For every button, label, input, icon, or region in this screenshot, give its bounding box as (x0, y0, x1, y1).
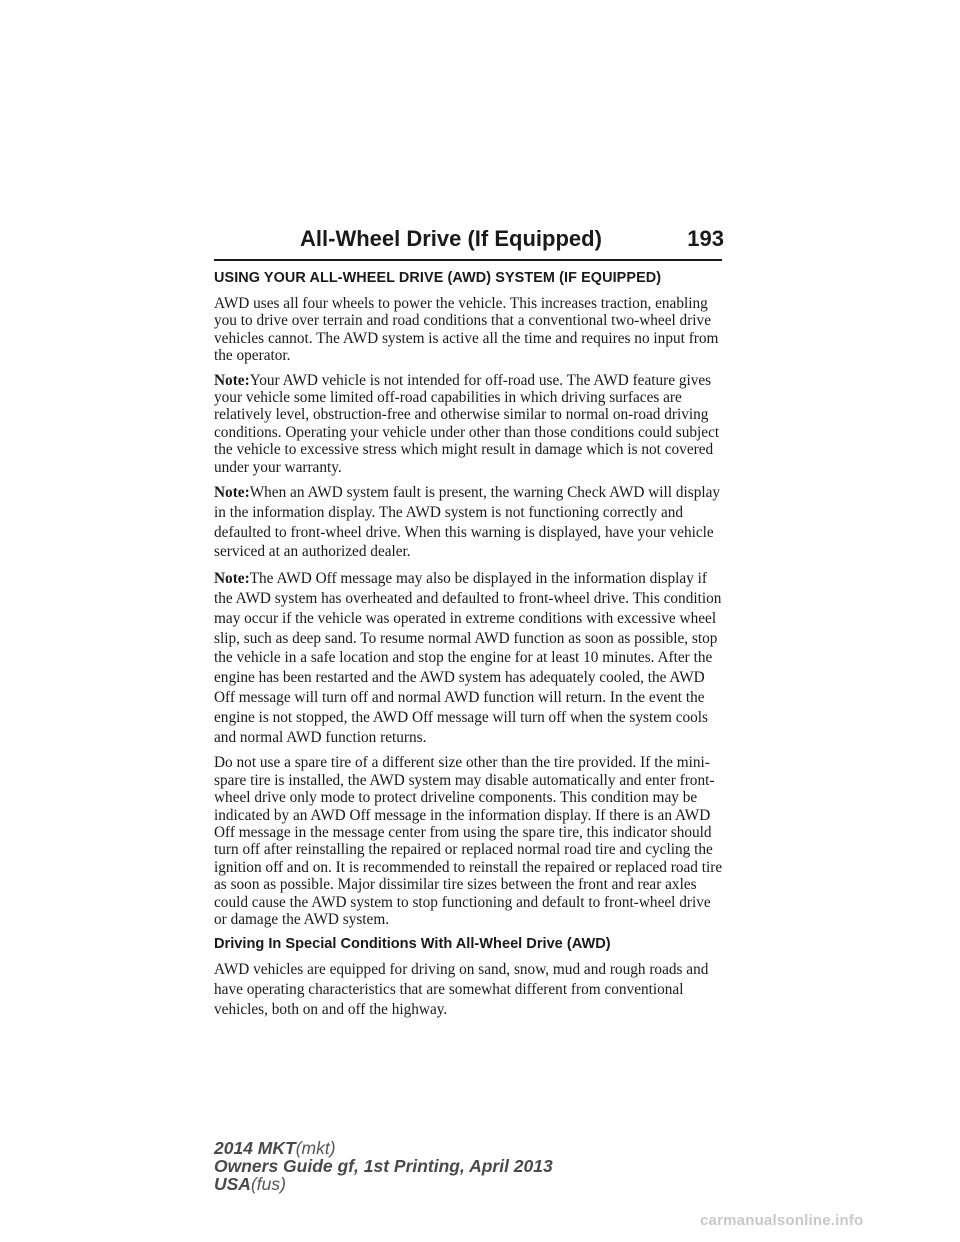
footer-market-code: (fus) (250, 1174, 286, 1194)
note-text: When an AWD system fault is present, the warning Check AWD will display in the information display. The AWD system is not functioning correctly and defaulted to front-wheel drive. When this warning is displayed, have your vehicle serviced at an authorized dealer. (214, 484, 721, 561)
running-head (300, 226, 724, 252)
header-rule (214, 259, 722, 261)
footer-market: USA (214, 1174, 251, 1194)
chapter-title: All-Wheel Drive (If Equipped) (300, 226, 602, 251)
subsection-heading: Driving In Special Conditions With All-Wheel Drive (AWD) (214, 936, 611, 953)
subsection-paragraph: AWD vehicles are equipped for driving on sand, snow, mud and rough roads and have operating characteristics that are somewhat different from conventional vehicles, both on and off the highway. (214, 961, 709, 1019)
page-number: 193 (687, 226, 724, 251)
note-fault (214, 483, 724, 562)
page-content (214, 267, 724, 1027)
note-text: The AWD Off message may also be displayed in the information display if the AWD system has overheated and defaulted to front-wheel drive. This condition may occur if the vehicle was operated in extreme conditions with excessive wheel slip, such as deep sand. To resume normal AWD function as soon as possible, stop the vehicle in a safe location and stop the engine for at least 10 minutes. After the engine has been restarted and the AWD system has adequately cooled, the AWD Off message will turn off and normal AWD function will return. In the event the engine is not stopped, the AWD Off message will turn off when the system cools and normal AWD function returns. (214, 570, 722, 746)
note-text: Your AWD vehicle is not intended for off-road use. The AWD feature gives your vehicle some limited off-road capabilities in which driving surfaces are relatively level, obstruction-free and otherwise similar to normal on-road driving conditions. Operating your vehicle under other than those conditions could subject the vehicle to excessive stress which might result in damage which is not covered under your warranty. (214, 371, 720, 476)
footer-line-market (214, 1175, 553, 1193)
intro-paragraph: AWD uses all four wheels to power the vehicle. This increases traction, enabling you to drive over terrain and road conditions that a conventional two-wheel drive vehicles cannot. The AWD system is active all the time and requires no input from the operator. (214, 295, 719, 365)
footer-model: 2014 MKT (214, 1138, 296, 1158)
section-heading: USING YOUR ALL-WHEEL DRIVE (AWD) SYSTEM (IF EQUIPPED) (214, 270, 662, 286)
watermark-text: carmanualsonline.info (700, 1212, 864, 1229)
footer-line-model (214, 1139, 553, 1157)
note-label: Note: (214, 484, 250, 502)
note-off-road (214, 372, 724, 476)
footer-model-code: (mkt) (295, 1138, 336, 1158)
print-footer (214, 1139, 553, 1193)
note-label: Note: (214, 570, 250, 588)
footer-line-printing: Owners Guide gf, 1st Printing, April 2013 (214, 1156, 553, 1176)
spare-tire-paragraph: Do not use a spare tire of a different size other than the tire provided. If the mini-spare tire is installed, the AWD system may disable automatically and enter front-wheel drive only mode to protect driveline components. This condition may be indicated by an AWD Off message in the information display. If there is an AWD Off message in the message center from using the spare tire, this indicator should turn off after reinstalling the repaired or replaced normal road tire and cycling the ignition off and on. It is recommended to reinstall the repaired or replaced road tire as soon as possible. Major dissimilar tire sizes between the front and rear axles could cause the AWD system to stop functioning and default to front-wheel drive or damage the AWD system. (214, 754, 723, 929)
note-overheat (214, 569, 724, 747)
note-label: Note: (214, 371, 250, 389)
